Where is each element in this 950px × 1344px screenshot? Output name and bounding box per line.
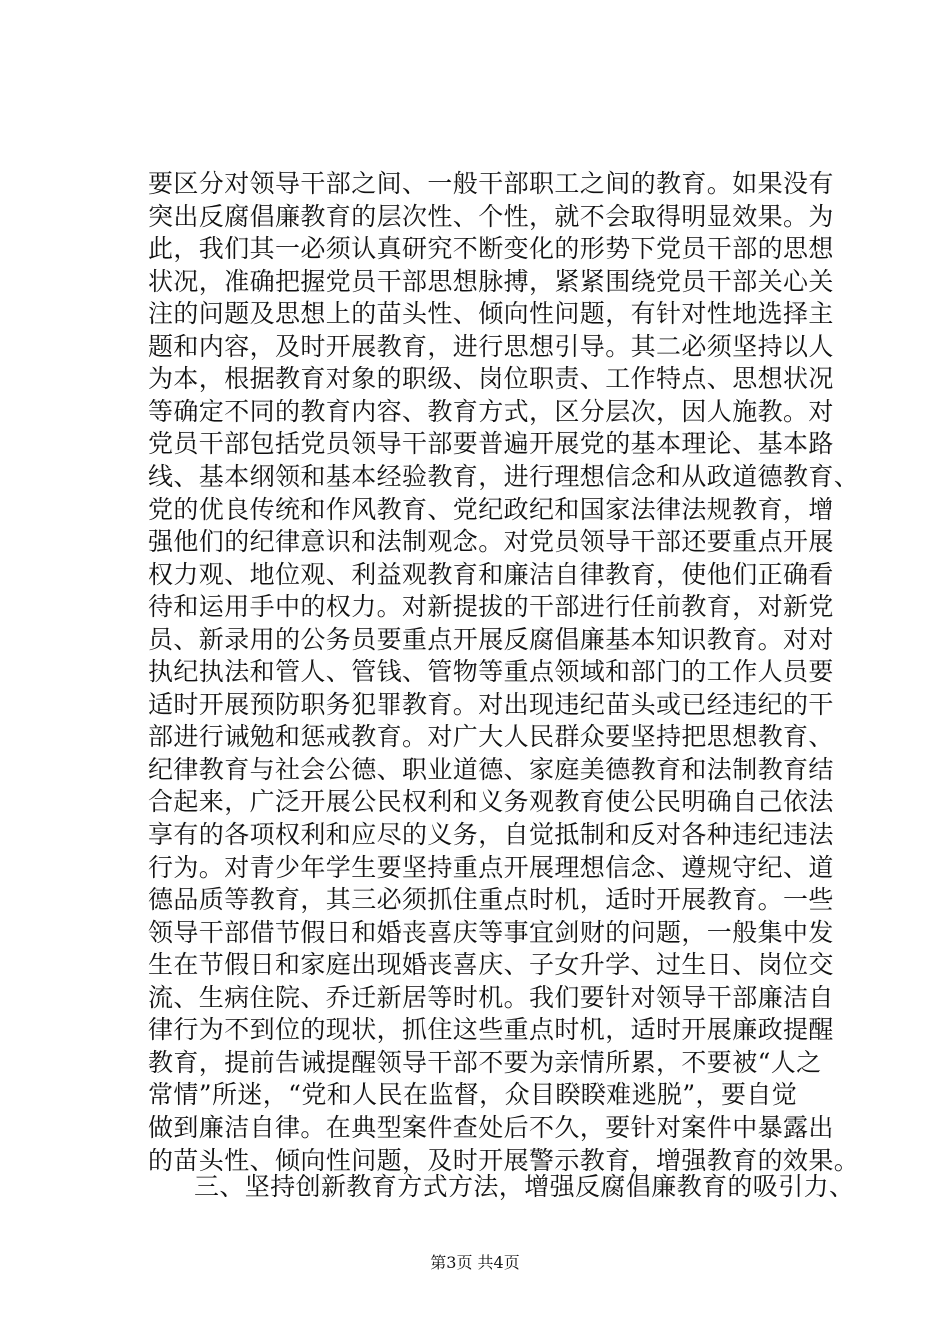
body-line: 教育，提前告诫提醒领导干部不要为亲情所累，不要被“人之: [148, 1047, 822, 1077]
body-line: 等确定不同的教育内容、教育方式，区分层次，因人施教。对: [148, 396, 834, 426]
body-line: 律行为不到位的现状，抓住这些重点时机，适时开展廉政提醒: [148, 1015, 834, 1045]
body-line: 德品质等教育，其三必须抓住重点时机，适时开展教育。一些: [148, 885, 834, 915]
body-line: 强他们的纪律意识和法制观念。对党员领导干部还要重点开展: [148, 527, 834, 557]
section-heading: 三、坚持创新教育方式方法，增强反腐倡廉教育的吸引力、: [194, 1172, 855, 1201]
body-line: 要区分对领导干部之间、一般干部职工之间的教育。如果没有: [148, 169, 834, 198]
body-line: 员、新录用的公务员要重点开展反腐倡廉基本知识教育。对对: [148, 624, 834, 654]
body-line: 流、生病住院、乔迁新居等时机。我们要针对领导干部廉洁自: [148, 982, 834, 1012]
body-line: 常情”所迷，“党和人民在监督，众目睽睽难逃脱”，要自觉: [148, 1080, 798, 1110]
body-line: 领导干部借节假日和婚丧喜庆等事宜剑财的问题，一般集中发: [148, 917, 834, 947]
body-line: 执纪执法和管人、管钱、管物等重点领域和部门的工作人员要: [148, 657, 834, 687]
body-line: 合起来，广泛开展公民权利和义务观教育使公民明确自己依法: [148, 787, 834, 817]
body-line: 状况，准确把握党员干部思想脉搏，紧紧围绕党员干部关心关: [148, 266, 834, 296]
body-line: 注的问题及思想上的苗头性、倾向性问题，有针对性地选择主: [148, 299, 834, 329]
body-line: 享有的各项权利和应尽的义务，自觉抵制和反对各种违纪违法: [148, 820, 834, 849]
body-line: 为本，根据教育对象的职级、岗位职责、工作特点、思想状况: [148, 364, 834, 394]
body-line: 此，我们其一必须认真研究不断变化的形势下党员干部的思想: [148, 234, 834, 264]
body-line: 做到廉洁自律。在典型案件查处后不久，要针对案件中暴露出: [148, 1112, 834, 1142]
body-line: 线、基本纲领和基本经验教育，进行理想信念和从政道德教育、: [148, 461, 860, 491]
body-line: 权力观、地位观、利益观教育和廉洁自律教育，使他们正确看: [148, 559, 834, 589]
body-line: 行为。对青少年学生要坚持重点开展理想信念、遵规守纪、道: [148, 852, 834, 882]
body-line: 题和内容，及时开展教育，进行思想引导。其二必须坚持以人: [148, 331, 834, 361]
body-line: 突出反腐倡廉教育的层次性、个性，就不会取得明显效果。为: [148, 201, 834, 231]
body-line: 党员干部包括党员领导干部要普遍开展党的基本理论、基本路: [148, 429, 834, 459]
body-line: 党的优良传统和作风教育、党纪政纪和国家法律法规教育，增: [148, 494, 834, 524]
body-line: 生在节假日和家庭出现婚丧喜庆、子女升学、过生日、岗位交: [148, 950, 834, 980]
body-line: 适时开展预防职务犯罪教育。对出现违纪苗头或已经违纪的干: [148, 689, 834, 719]
body-line: 纪律教育与社会公德、职业道德、家庭美德教育和法制教育结: [148, 754, 834, 784]
body-line: 的苗头性、倾向性问题，及时开展警示教育，增强教育的效果。: [148, 1145, 860, 1175]
body-line: 部进行诫勉和惩戒教育。对广大人民群众要坚持把思想教育、: [148, 722, 834, 752]
page-footer: 第3页 共4页: [430, 1253, 520, 1272]
body-line: 待和运用手中的权力。对新提拔的干部进行任前教育，对新党: [148, 592, 834, 622]
